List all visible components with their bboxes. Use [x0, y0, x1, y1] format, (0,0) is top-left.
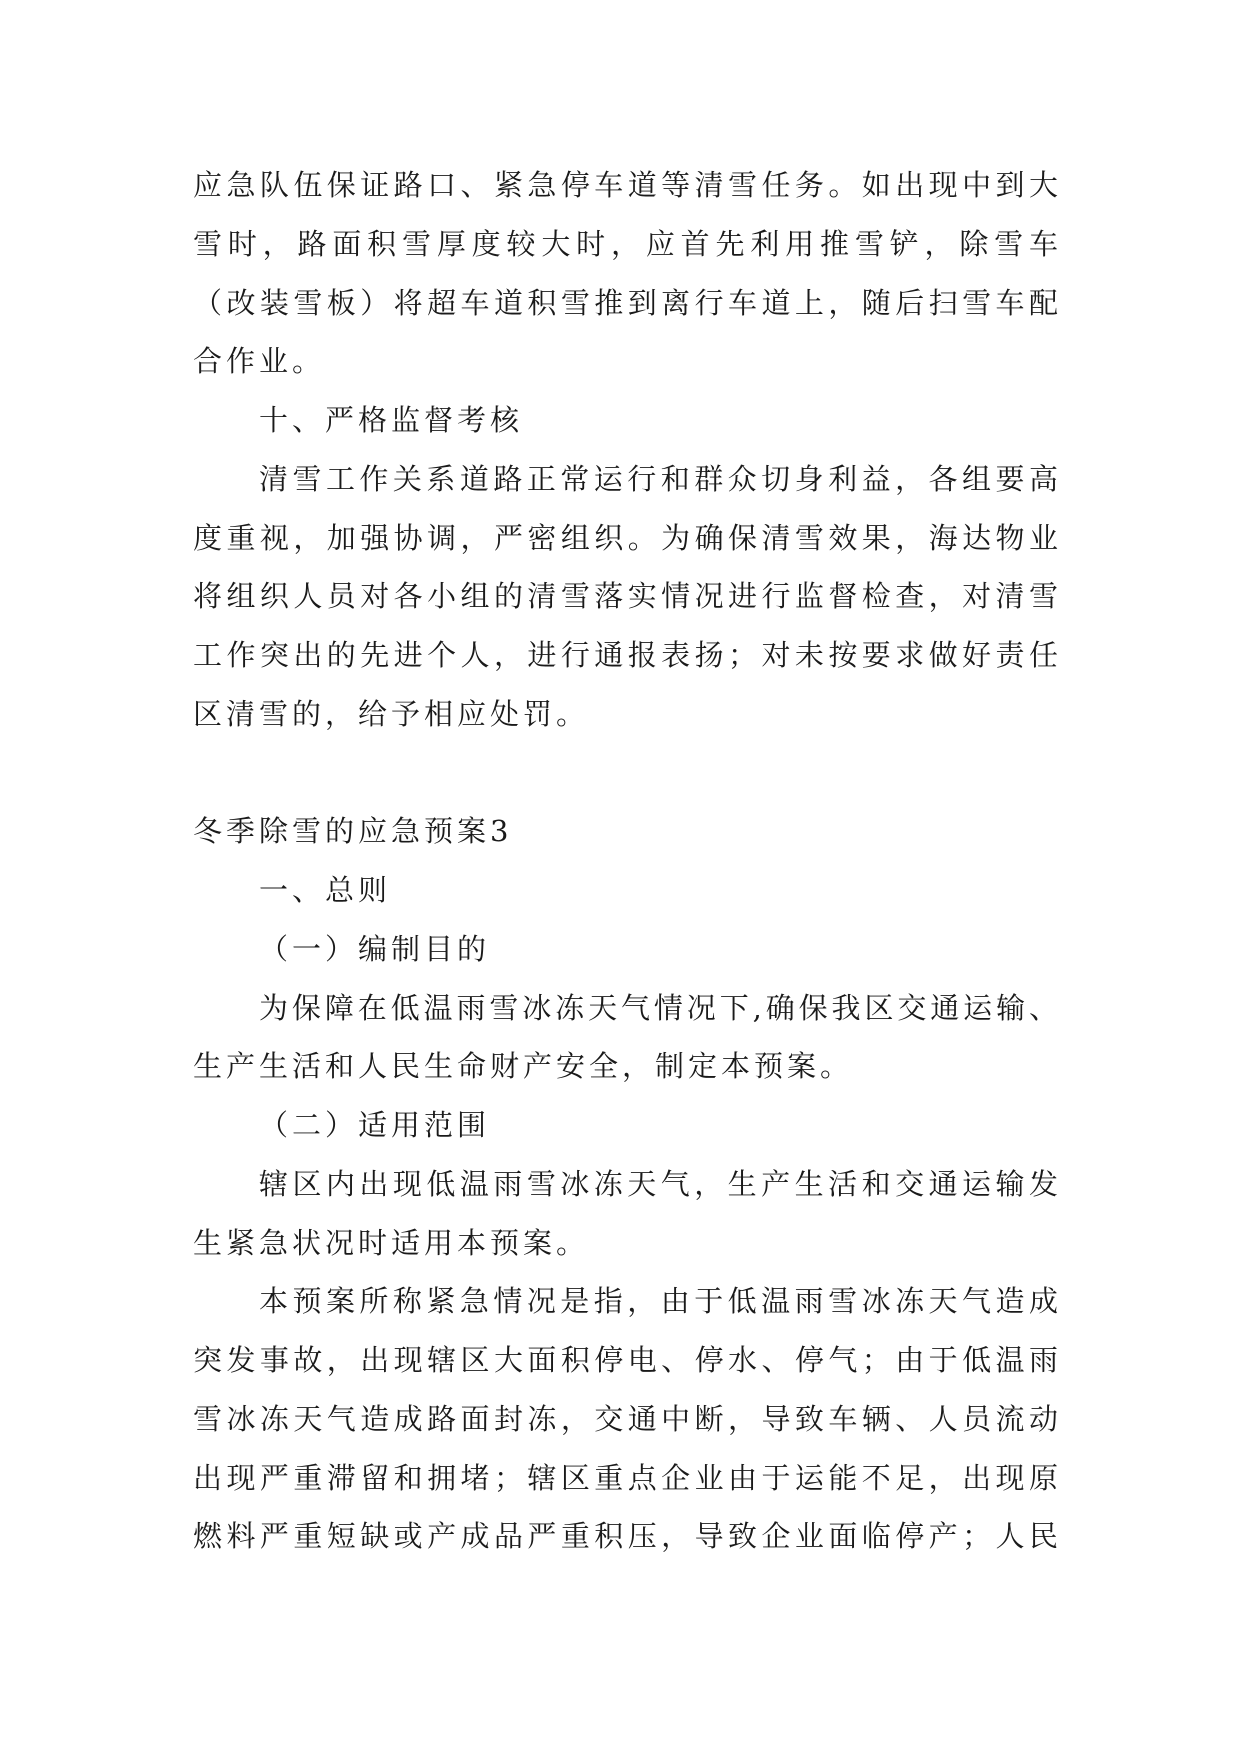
document-body: [193, 156, 1058, 1566]
blank-line: [193, 744, 1058, 803]
body-paragraph: [193, 1155, 1058, 1273]
body-text-line: 雪时，路面积雪厚度较大时，应首先利用推雪铲，除雪车: [193, 226, 1058, 261]
body-paragraph: [193, 979, 1058, 1097]
body-text-line: 为保障在低温雨雪冰冻天气情况下,确保我区交通运输、: [259, 990, 1058, 1025]
body-text-line: 将组织人员对各小组的清雪落实情况进行监督检查，对清雪: [193, 579, 1058, 614]
body-paragraph: [193, 1272, 1058, 1566]
body-text-line: 燃料严重短缺或产成品严重积压，导致企业面临停产；人民: [193, 1519, 1058, 1554]
body-text-line: 工作突出的先进个人，进行通报表扬；对未按要求做好责任: [193, 638, 1058, 672]
body-text-line: 辖区内出现低温雨雪冰冻天气，生产生活和交通运输发: [259, 1166, 1058, 1201]
body-text-line: 生紧急状况时适用本预案。: [193, 1225, 590, 1260]
body-text-line: 应急队伍保证路口、紧急停车道等清雪任务。如出现中到大: [193, 168, 1058, 202]
body-text-line: 本预案所称紧急情况是指，由于低温雨雪冰冻天气造成: [259, 1284, 1058, 1319]
body-text-line: 清雪工作关系道路正常运行和群众切身利益，各组要高: [259, 461, 1058, 496]
body-text-line: 合作业。: [193, 344, 326, 379]
body-text-line: 生产生活和人民生命财产安全，制定本预案。: [193, 1049, 854, 1084]
subsection-heading: （二）适用范围: [259, 1108, 491, 1142]
body-paragraph: [193, 156, 1058, 391]
section-heading: 十、严格监督考核: [259, 403, 524, 437]
document-title: 冬季除雪的应急预案3: [193, 814, 513, 849]
subsection-heading: （一）编制目的: [259, 931, 491, 966]
body-text-line: 出现严重滞留和拥堵；辖区重点企业由于运能不足，出现原: [193, 1460, 1058, 1495]
body-text-line: （改装雪板）将超车道积雪推到离行车道上，随后扫雪车配: [193, 285, 1058, 320]
body-text-line: 雪冰冻天气造成路面封冻，交通中断，导致车辆、人员流动: [193, 1401, 1058, 1436]
section-heading: 一、总则: [259, 873, 392, 907]
body-paragraph: [193, 450, 1058, 744]
body-text-line: 区清雪的，给予相应处罚。: [193, 696, 590, 731]
body-text-line: 突发事故，出现辖区大面积停电、停水、停气；由于低温雨: [193, 1343, 1058, 1377]
body-text-line: 度重视，加强协调，严密组织。为确保清雪效果，海达物业: [193, 520, 1058, 555]
